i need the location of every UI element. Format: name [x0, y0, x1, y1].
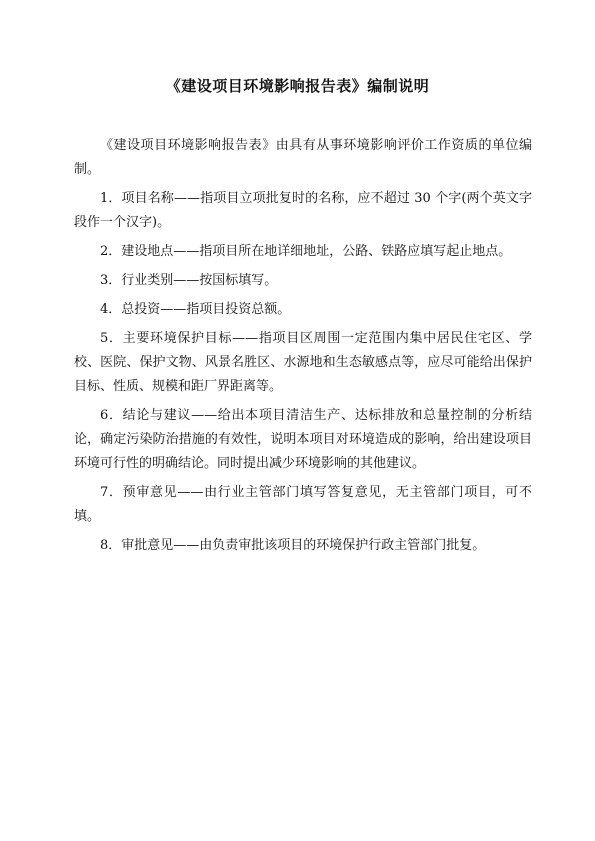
- paragraph-item-7: 7．预审意见——由行业主管部门填写答复意见，无主管部门项目，可不填。: [74, 485, 532, 524]
- paragraph-item-8: 8．审批意见——由负责审批该项目的环境保护行政主管部门批复。: [100, 538, 486, 553]
- paragraph-item-5: 5．主要环境保护目标——指项目区周围一定范围内集中居民住宅区、学校、医院、保护文物、风景名胜区、水源地和生态敏感点等，应尽可能给出保护目标、性质、规模和距厂界距离等。: [74, 331, 532, 394]
- paragraph-item-1: 1．项目名称——指项目立项批复时的名称，应不超过 30 个字(两个英文字段作一个汉字)。: [74, 191, 532, 230]
- paragraph-item-4: 4．总投资——指项目投资总额。: [100, 302, 291, 317]
- paragraph-intro: 《建设项目环境影响报告表》由具有从事环境影响评价工作资质的单位编制。: [74, 138, 532, 177]
- paragraph-item-3: 3．行业类别——按国标填写。: [100, 273, 278, 288]
- document-title: 《建设项目环境影响报告表》编制说明: [165, 77, 430, 95]
- paragraph-item-6: 6．结论与建议——给出本项目清洁生产、达标排放和总量控制的分析结论，确定污染防治措施的有效性，说明本项目对环境造成的影响，给出建设项目环境可行性的明确结论。同时提出减少环境影响的其他建议。: [74, 408, 532, 471]
- paragraph-item-2: 2．建设地点——指项目所在地详细地址，公路、铁路应填写起止地点。: [100, 244, 512, 259]
- document-body: [74, 134, 532, 563]
